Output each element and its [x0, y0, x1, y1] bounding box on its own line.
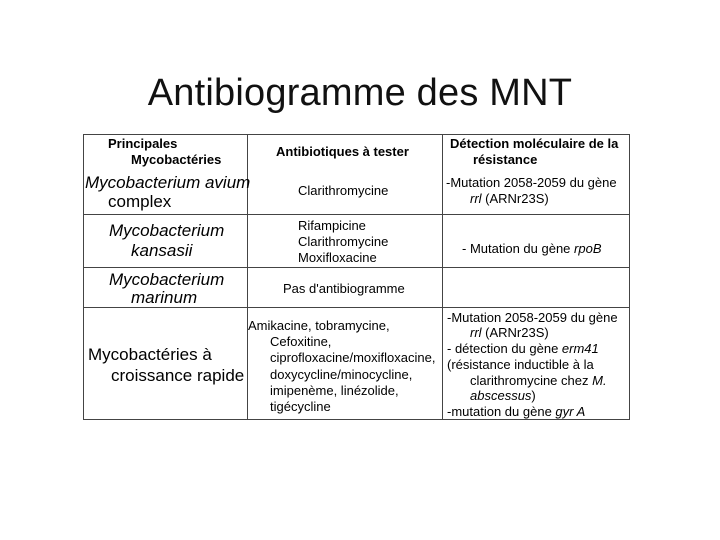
antibiotic-item: doxycycline/minocycline, [270, 367, 413, 382]
species-kansasii-line1: Mycobacterium [109, 221, 225, 240]
antibiotic-item: Pas d'antibiogramme [283, 281, 405, 296]
row-divider [84, 267, 629, 268]
antibiotic-item: tigécycline [270, 399, 331, 414]
detection-rapid-line1: -Mutation 2058-2059 du gène [447, 310, 618, 325]
antibiotic-item: imipenème, linézolide, [270, 383, 399, 398]
slide-title: Antibiogramme des MNT [147, 72, 573, 114]
antibiotic-item: Clarithromycine [298, 234, 389, 249]
row-divider [84, 307, 629, 308]
antibiogram-table [83, 134, 630, 420]
antibiotic-item: Amikacine, tobramycine, [248, 318, 390, 333]
detection-rapid-line5: clarithromycine chez M. [470, 373, 607, 388]
species-kansasii-line2: kansasii [131, 241, 193, 260]
header-detection-line1: Détection moléculaire de la [450, 136, 619, 151]
detection-kansasii: - Mutation du gène rpoB [462, 241, 602, 256]
header-species-line2: Mycobactéries [131, 152, 222, 167]
species-rapid-line2: croissance rapide [111, 366, 245, 385]
species-avium-line2: complex [108, 192, 172, 211]
detection-rapid-line6: abscessus) [470, 388, 536, 403]
antibiotic-item: Moxifloxacine [298, 250, 377, 265]
detection-rapid-line2: rrl (ARNr23S) [470, 325, 549, 340]
species-avium-line1: Mycobacterium avium [85, 173, 251, 192]
detection-rapid-line4: (résistance inductible à la [447, 357, 594, 372]
detection-rapid-line7: -mutation du gène gyr A [447, 404, 586, 419]
row-divider [84, 214, 629, 215]
species-rapid-line1: Mycobactéries à [88, 345, 212, 364]
antibiotic-item: ciprofloxacine/moxifloxacine, [270, 350, 436, 365]
antibiotic-item: Rifampicine [298, 218, 366, 233]
detection-avium-line2: rrl (ARNr23S) [470, 191, 549, 206]
species-marinum-line2: marinum [131, 288, 198, 307]
header-antibiotics: Antibiotiques à tester [276, 144, 409, 159]
header-species-line1: Principales [108, 136, 178, 151]
header-detection-line2: résistance [473, 152, 538, 167]
detection-rapid-line3: - détection du gène erm41 [447, 341, 599, 356]
antibiotic-item: Cefoxitine, [270, 334, 332, 349]
species-marinum-line1: Mycobacterium [109, 270, 225, 289]
antibiotic-item: Clarithromycine [298, 183, 389, 198]
column-divider [442, 135, 443, 419]
detection-avium-line1: -Mutation 2058-2059 du gène [446, 175, 617, 190]
